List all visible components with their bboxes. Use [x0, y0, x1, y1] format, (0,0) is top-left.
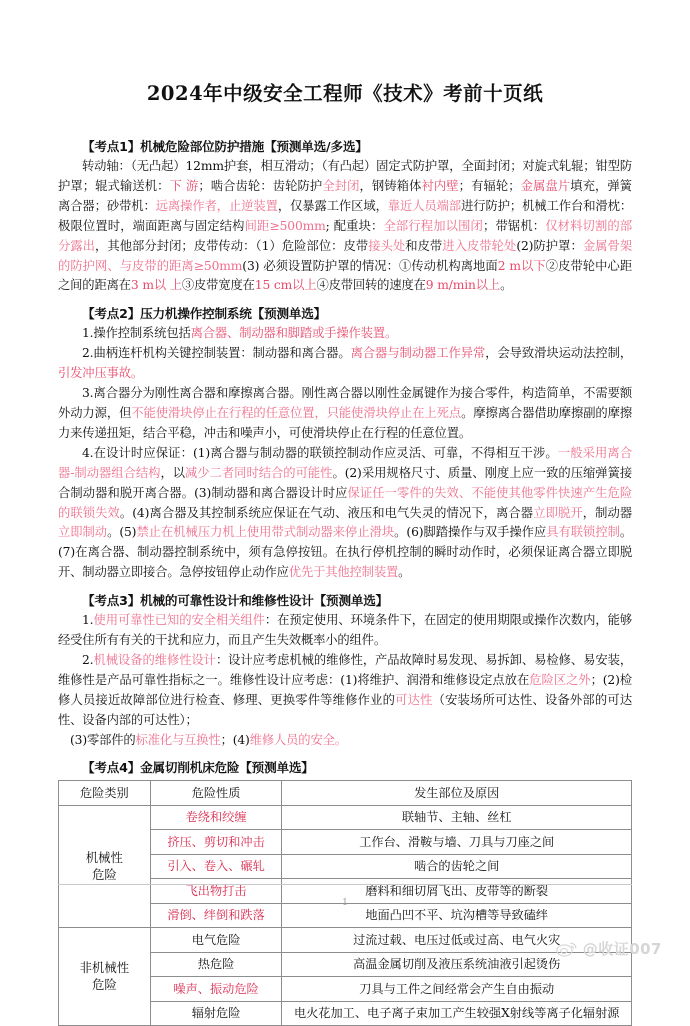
kp2-l4-h7: 具有联锁控制 [546, 525, 620, 540]
page-number: 1 [342, 898, 348, 908]
kp1-t12: (2)防护罩： [516, 238, 583, 253]
kp3-l3-h1: 标准化与互换性 [135, 732, 221, 747]
kp3-l2-t4: （安装场所可达性、设备外部的可达性、设备内部的可达性）； [58, 692, 633, 727]
kp2-l4-h1: 一般采用离合器-制动器组合结构 [58, 445, 632, 480]
kp1-h6: 靠近人员端部 [387, 198, 462, 213]
table-row [59, 805, 632, 829]
kp2-l4-t7: 。(6)脚踏操作与双手操作应 [394, 525, 547, 540]
weibo-icon [556, 941, 578, 957]
kp1-h9: 仅材料切割的部分露出 [58, 218, 632, 253]
kp1-t14: ②皮带轮中心距之间的距离在 [58, 258, 632, 293]
page-title: 2024年中级安全工程师《技术》考前十页纸 [146, 82, 544, 105]
kp2-line-1 [58, 324, 632, 344]
kp1-h3: 衬内壁 [421, 178, 459, 193]
hazard-cause-cell: 刀具与工件之间经常会产生自由振动 [282, 977, 632, 1001]
hazard-category-cell: 机械性 危险 [59, 805, 151, 927]
kp3-l3-t1: (3)零部件的 [70, 732, 136, 747]
kp2-l1-h1: 离合器、制动器和脚踏或手操作装置。 [190, 326, 398, 341]
kp3-l2-t1: 2. [82, 652, 94, 667]
kp2-line-3 [58, 384, 632, 444]
table-header-category: 危险类别 [59, 781, 151, 805]
kp1-t5: 填充，弹簧离合器；砂带机： [58, 178, 632, 213]
kp2-l3-t1: 3.离合器分为刚性离合器和摩擦离合器。刚性离合器以刚性金属键作为接合零件，构造简单，不需要额外动力源，但 [58, 386, 632, 420]
hazard-table-body [59, 805, 632, 1025]
hazard-nature-cell: 飞出物打击 [150, 879, 282, 903]
kp3-line-2 [58, 651, 632, 731]
kp1-h15: 15 cm以上 [254, 278, 317, 293]
kp3-l2-t2: ：设计应考虑机械的维修性，产品故障时易发现、易拆卸、易检修、易安装，维修性是产品可靠性指标之一。维修性设计应考虑：(1)将维护、润滑和维修设定点放在 [58, 652, 632, 687]
kp1-h7: 间距≥500mm [244, 218, 326, 233]
section-heading-kp2: 【考点2】压力机操作控制系统【预测单选】 [82, 306, 327, 322]
hazard-cause-cell: 工作台、滑鞍与墙、刀具与刀座之间 [282, 830, 632, 854]
kp3-line-1 [58, 611, 632, 651]
kp2-l4-t3: 。(2)采用规格尺寸、质量、刚度上应一致的压缩弹簧接合制动器和脱开离合器。(3)制动器和离合器设计时应 [58, 465, 632, 500]
kp3-l2-h1: 机械设备的维修性设计 [93, 652, 216, 667]
kp2-l4-h8: 优先于其他控制装置 [288, 565, 399, 580]
kp2-l4-t5: ，制动器 [582, 505, 632, 520]
kp1-t11: 和皮带 [405, 238, 443, 253]
kp2-l4-h4: 立即脱开 [533, 505, 583, 520]
kp1-t10: ，其他部分封闭；皮带传动：（1）危险部位：皮带 [95, 238, 369, 253]
table-header-row [59, 781, 632, 805]
kp1-h13: 2 m以下 [497, 258, 546, 273]
kp2-l1-t1: 1.操作控制系统包括 [82, 326, 191, 341]
kp3-l3-t2: ；(4) [220, 732, 250, 747]
kp1-h16: 9 m/min以上 [425, 278, 501, 293]
weibo-watermark [556, 938, 662, 959]
kp2-l3-h1: 不能使滑块停止在行程的任意位置，只能使滑块停止在上死点 [131, 405, 462, 420]
kp1-t15: ③皮带宽度在 [181, 278, 255, 293]
kp1-t17: 。 [500, 278, 513, 293]
kp1-h4: 金属盘片 [520, 178, 571, 193]
kp2-l4-h2: 减少二者同时结合的可能性 [185, 465, 333, 480]
kp2-line-4 [58, 444, 632, 583]
kp1-t3: ，钢铸箱体 [359, 178, 422, 193]
kp2-l4-h3: 保证任一零件的失效、不能使其他零件快速产生危险的联锁失效 [58, 485, 632, 520]
hazard-cause-cell: 磨料和细切屑飞出、皮带等的断裂 [282, 879, 632, 903]
kp3-line-3 [58, 731, 632, 751]
hazard-nature-cell: 噪声、振动危险 [150, 977, 282, 1001]
kp2-l4-t4: 。(4)离合器及其控制系统应保证在气动、液压和电气失灵的情况下，离合器 [119, 505, 534, 520]
kp1-h5: 远离操作者，止逆装置 [155, 198, 278, 213]
kp1-h1: 下 游 [169, 178, 199, 193]
watermark-text: @收证007 [582, 940, 662, 958]
kp2-l2-h1: 离合器与制动器工作异常 [350, 346, 486, 361]
kp1-t4: ；有辐轮； [458, 178, 521, 193]
hazard-nature-cell: 辐射危险 [150, 1001, 282, 1025]
kp2-l4-t9: 。 [398, 565, 411, 580]
kp1-t6: ，仅暴露工作区域， [277, 198, 388, 213]
hazard-cause-cell: 高温金属切削及液压系统油液引起烫伤 [282, 952, 632, 976]
footer-divider [58, 884, 632, 885]
kp3-l1-h1: 使用可靠性已知的安全相关组件 [93, 613, 265, 628]
kp1-t13: (3) 必须设置防护罩的情况：①传动机构离地面 [242, 258, 498, 273]
kp3-l1-t2: ：在预定使用、环境条件下，在固定的使用期限或操作次数内，能够经受住所有有关的干扰和应力，而且产生失效概率小的组件。 [58, 613, 632, 648]
hazard-nature-cell: 引入、卷入、碾轧 [150, 854, 282, 878]
kp1-t16: ④皮带回转的速度在 [316, 278, 426, 293]
section-heading-kp4: 【考点4】金属切削机床危险【预测单选】 [82, 760, 314, 776]
hazard-cause-cell: 地面凸凹不平、坑沟槽等导致磕绊 [282, 903, 632, 927]
kp1-t9: ；带锯机： [483, 218, 546, 233]
hazard-nature-cell: 热危险 [150, 952, 282, 976]
kp1-h11: 进入皮带轮处 [442, 238, 517, 253]
kp2-l2-t1: 2.曲柄连杆机构关键控制装置：制动器和离合器。 [82, 346, 351, 361]
kp2-l4-h6: 禁止在机械压力机上使用带式制动器来停止滑块 [136, 525, 395, 540]
kp2-line-2 [58, 344, 632, 384]
hazard-nature-cell: 电气危险 [150, 928, 282, 952]
hazard-nature-cell: 滑倒、绊倒和跌落 [150, 903, 282, 927]
section-body-kp1 [58, 157, 632, 296]
kp1-h14: 3 m以 上 [130, 278, 182, 293]
table-header-nature: 危险性质 [150, 781, 282, 805]
kp2-l2-t2: ，会导致滑块运动法控制， [485, 346, 632, 361]
kp2-l4-t1: 4.在设计时应保证：(1)离合器与制动器的联锁控制动作应灵活、可靠，不得相互干涉。 [82, 445, 558, 460]
hazard-cause-cell: 过流过载、电压过低或过高、电气火灾 [282, 928, 632, 952]
hazard-category-cell: 非机械性 危险 [59, 928, 151, 1026]
kp3-l3-h2: 维修人员的安全。 [249, 732, 347, 747]
kp1-t1: 转动轴：（无凸起）12mm护套，相互滑动；（有凸起）固定式防护罩，全面封闭；对旋式轧辊；钳型防护罩；辊式输送机： [58, 159, 632, 193]
table-row [59, 928, 632, 952]
section-heading-kp1: 【考点1】机械危险部位防护措施【预测单选/多选】 [82, 139, 368, 154]
kp1-h8: 全部行程加以围闭 [383, 218, 483, 233]
kp3-l2-h2: 危险区之外 [529, 672, 591, 687]
kp2-l4-t8: 。(7)在离合器、制动器控制系统中，须有急停按钮。在执行停机控制的瞬时动作时，必须保证离合器立即脱开、制动器立即接合。急停按钮停止动作应 [58, 525, 633, 580]
hazard-nature-cell: 挤压、剪切和冲击 [150, 830, 282, 854]
kp2-l4-h5: 立即制动 [58, 525, 108, 540]
hazard-nature-cell: 卷绕和绞缠 [150, 805, 282, 829]
kp2-l4-t6: 。(5) [107, 525, 137, 540]
kp3-l1-t1: 1. [82, 613, 94, 628]
kp1-t7: 进行防护；机械工作台和滑枕：极限位置时，端面距离与固定结构 [58, 198, 632, 233]
hazard-cause-cell: 联轴节、主轴、丝杠 [282, 805, 632, 829]
kp3-l2-h3: 可达性 [395, 692, 433, 707]
kp2-l4-t2: ，以 [160, 465, 186, 480]
kp1-t8: ; 配重块： [325, 218, 384, 233]
kp1-h12: 金属骨架的防护网、与皮带的距离≥50mm [58, 238, 633, 273]
table-header-cause: 发生部位及原因 [282, 781, 632, 805]
kp3-l2-t3: ；(2)检修人员接近故障部位进行检查、修理、更换零件等维修作业的 [58, 672, 632, 707]
hazard-cause-cell: 电火花加工、电子离子束加工产生较强X射线等离子化辐射源 [282, 1001, 632, 1025]
section-heading-kp3: 【考点3】机械的可靠性设计和维修性设计【预测单选】 [82, 593, 389, 609]
kp1-h10: 接头处 [368, 238, 406, 253]
kp2-l3-t2: 。摩擦离合器借助摩擦副的摩擦力来传递扭矩，结合平稳，冲击和噪声小，可使滑块停止在行程的任意位置。 [58, 405, 633, 440]
hazard-cause-cell: 啮合的齿轮之间 [282, 854, 632, 878]
kp1-t2: ；啮合齿轮：齿轮防护 [198, 178, 323, 193]
kp1-h2: 全封闭 [322, 178, 360, 193]
kp2-l2-h2: 引发冲压事故。 [58, 366, 144, 381]
